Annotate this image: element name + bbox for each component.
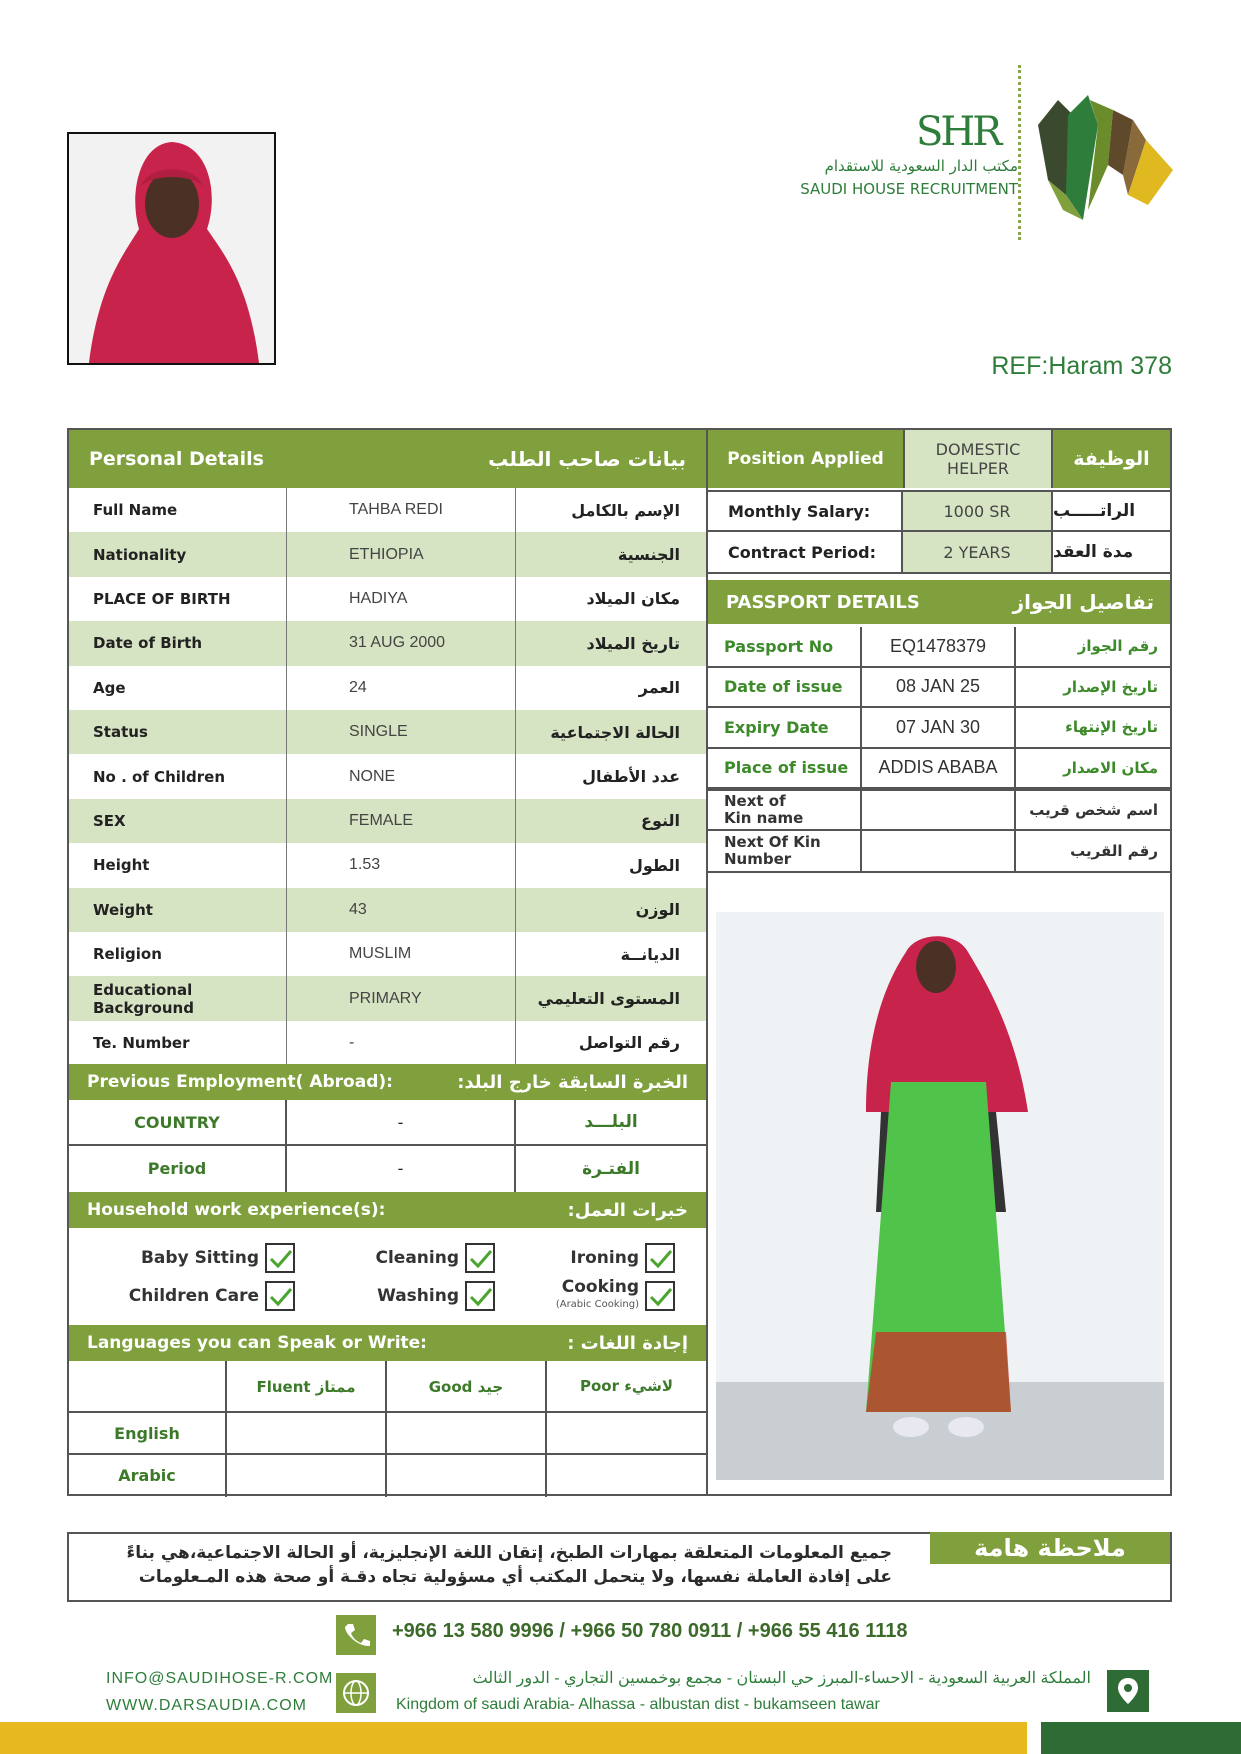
- personal-field-label: PLACE OF BIRTH: [69, 577, 287, 621]
- personal-field-arabic: تاريخ الميلاد: [586, 633, 680, 653]
- previous-employment-title-en: Previous Employment( Abroad):: [87, 1072, 393, 1092]
- language-fluent-cell[interactable]: [227, 1413, 387, 1453]
- company-logo: [790, 65, 1180, 245]
- personal-field-arabic: النوع: [641, 811, 680, 831]
- email-link[interactable]: INFO@SAUDIHOSE-R.COM: [106, 1670, 334, 1687]
- household-work-header: [69, 1192, 706, 1228]
- country-ar: البلـــد: [584, 1112, 638, 1132]
- language-good-cell[interactable]: [387, 1413, 547, 1453]
- personal-field-arabic: مكان الميلاد: [586, 589, 680, 609]
- logo-divider: [1018, 65, 1021, 240]
- household-skill: [330, 1241, 495, 1275]
- personal-details-title-en: Personal Details: [89, 448, 264, 470]
- household-skill: [100, 1279, 295, 1313]
- personal-row: [69, 577, 706, 621]
- globe-icon: [336, 1673, 376, 1713]
- personal-field-value: HADIYA: [287, 577, 516, 621]
- languages-corner-cell: [69, 1361, 227, 1411]
- checkmark-icon: [268, 1286, 294, 1308]
- household-skill: [495, 1241, 675, 1275]
- personal-row: [69, 1021, 706, 1065]
- logo-mark: SHR: [916, 109, 1000, 155]
- personal-row: [69, 932, 706, 976]
- personal-field-arabic: الإسم بالكامل: [571, 500, 680, 520]
- language-poor-cell[interactable]: [547, 1455, 706, 1497]
- skill-label-text: Baby Sitting: [140, 1247, 259, 1268]
- personal-field-arabic: الجنسية: [617, 545, 680, 565]
- footer-yellow-bar: [0, 1722, 1027, 1754]
- address-arabic: المملكة العربية السعودية - الاحساء-المبرز حي البستان - مجمع بوخمسين التجاري - الدور الثالث: [472, 1670, 1091, 1687]
- good-header: Good جيد: [387, 1361, 547, 1411]
- cooking-subtitle: (Arabic Cooking): [555, 1299, 639, 1310]
- passport-field-label: Passport No: [706, 627, 862, 666]
- personal-details-title-ar: بيانات صاحب الطلب: [488, 447, 686, 471]
- previous-employment-header: [69, 1064, 706, 1100]
- checkmark-icon: [468, 1248, 494, 1270]
- phone-icon: [336, 1615, 376, 1655]
- kin-name-ar: اسم شخص قريب: [1029, 801, 1158, 819]
- important-note-title: ملاحظة هامة: [930, 1532, 1170, 1564]
- personal-field-value: TAHBA REDI: [287, 488, 516, 532]
- personal-field-arabic: الحالة الاجتماعية: [550, 722, 680, 742]
- personal-field-value: 43: [287, 888, 516, 932]
- checkbox[interactable]: [265, 1281, 295, 1311]
- personal-field-arabic: الديانــة: [620, 944, 680, 964]
- logo-arabic-name: مكتب الدار السعودية للاستقدام: [824, 157, 1018, 175]
- passport-row: [706, 627, 1172, 668]
- footer-green-bar: [1041, 1722, 1241, 1754]
- kin-name-value: [862, 791, 1016, 829]
- checkmark-icon: [468, 1286, 494, 1308]
- passport-title-en: PASSPORT DETAILS: [726, 591, 920, 613]
- personal-row: [69, 532, 706, 576]
- position-applied-value: DOMESTIC HELPER: [903, 430, 1053, 488]
- personal-field-label: Full Name: [69, 488, 287, 532]
- skill-label: [140, 1247, 259, 1268]
- kin-number-row: [706, 831, 1172, 873]
- address-english: Kingdom of saudi Arabia- Alhassa - albustan dist - bukamseen tawar: [396, 1696, 880, 1713]
- personal-row: [69, 888, 706, 932]
- skill-label: [556, 1279, 639, 1313]
- passport-field-arabic: تاريخ الإنتهاء: [1065, 718, 1158, 737]
- skill-label-text: Cooking: [561, 1277, 639, 1297]
- language-name: English: [69, 1413, 227, 1453]
- checkmark-icon: [268, 1248, 294, 1270]
- skill-label: [377, 1285, 459, 1306]
- kin-number-value: [862, 831, 1016, 871]
- language-good-cell[interactable]: [387, 1455, 547, 1497]
- personal-field-value: SINGLE: [287, 710, 516, 754]
- personal-field-label: Age: [69, 666, 287, 710]
- period-row: [69, 1146, 706, 1192]
- kin-name-row: [706, 789, 1172, 831]
- skill-label: [128, 1285, 259, 1306]
- languages-title-en: Languages you can Speak or Write:: [87, 1333, 427, 1353]
- previous-employment-title-ar: الخبرة السابقة خارج البلد:: [457, 1071, 688, 1093]
- salary-label: Monthly Salary:: [708, 490, 903, 532]
- personal-field-value: 31 AUG 2000: [287, 621, 516, 665]
- passport-field-value: 08 JAN 25: [862, 668, 1016, 707]
- personal-field-label: SEX: [69, 799, 287, 843]
- passport-field-label: Expiry Date: [706, 708, 862, 747]
- checkmark-icon: [648, 1248, 674, 1270]
- fluent-header: Fluent ممتاز: [227, 1361, 387, 1411]
- language-name: Arabic: [69, 1455, 227, 1497]
- personal-row: [69, 843, 706, 887]
- personal-field-arabic: الطول: [629, 855, 680, 875]
- personal-field-arabic: عدد الأطفال: [582, 767, 680, 787]
- passport-field-arabic: تاريخ الإصدار: [1063, 677, 1158, 696]
- passport-row: [706, 749, 1172, 790]
- note-line-2: على إفادة العاملة نفسها، ولا يتحمل المكتب أي مسؤولية تجاه دقـة أو صحة هذه المـعلومات: [138, 1567, 892, 1587]
- personal-row: [69, 976, 706, 1020]
- applicant-portrait-photo: [67, 132, 276, 365]
- website-link[interactable]: WWW.DARSAUDIA.COM: [106, 1697, 307, 1714]
- salary-value: 1000 SR: [903, 490, 1053, 532]
- period-value: -: [287, 1146, 516, 1192]
- passport-field-arabic: رقم الجواز: [1077, 637, 1158, 656]
- personal-field-label: Height: [69, 843, 287, 887]
- contract-value: 2 YEARS: [903, 532, 1053, 574]
- reference-number: REF:Haram 378: [991, 352, 1172, 380]
- personal-field-label: Educational Background: [69, 976, 287, 1020]
- position-applied-label: Position Applied: [708, 430, 903, 488]
- passport-field-value: ADDIS ABABA: [862, 749, 1016, 788]
- personal-field-value: ETHIOPIA: [287, 532, 516, 576]
- language-fluent-cell[interactable]: [227, 1455, 387, 1497]
- personal-field-value: -: [287, 1021, 516, 1065]
- skill-label-text: Ironing: [570, 1247, 639, 1268]
- personal-field-arabic: المستوى التعليمي: [537, 989, 680, 1009]
- position-applied-ar: الوظيفة: [1053, 430, 1170, 488]
- checkbox[interactable]: [645, 1281, 675, 1311]
- checkbox[interactable]: [265, 1243, 295, 1273]
- personal-field-value: 1.53: [287, 843, 516, 887]
- household-skill: [495, 1279, 675, 1313]
- personal-field-label: Religion: [69, 932, 287, 976]
- personal-field-value: NONE: [287, 754, 516, 798]
- period-ar: الفتـرة: [582, 1159, 640, 1179]
- personal-field-value: FEMALE: [287, 799, 516, 843]
- personal-row: [69, 710, 706, 754]
- passport-field-label: Place of issue: [706, 749, 862, 788]
- household-skill: [330, 1279, 495, 1313]
- poor-header: Poor لاشيء: [580, 1377, 673, 1395]
- passport-field-value: EQ1478379: [862, 627, 1016, 666]
- saudi-map-icon: [1028, 85, 1178, 235]
- household-skill: [100, 1241, 295, 1275]
- passport-details-header: [708, 580, 1170, 624]
- kin-number-ar: رقم القريب: [1070, 842, 1158, 860]
- personal-field-value: MUSLIM: [287, 932, 516, 976]
- personal-field-arabic: الوزن: [635, 900, 680, 920]
- personal-field-arabic: العمر: [638, 678, 680, 698]
- personal-row: [69, 621, 706, 665]
- contract-label: Contract Period:: [708, 532, 903, 574]
- personal-row: [69, 666, 706, 710]
- language-poor-cell[interactable]: [547, 1413, 706, 1453]
- passport-field-label: Date of issue: [706, 668, 862, 707]
- kin-name-label: Next of Kin name: [706, 791, 862, 829]
- personal-field-arabic: رقم التواصل: [578, 1033, 680, 1053]
- phone-numbers[interactable]: +966 13 580 9996 / +966 50 780 0911 / +966 55 416 1118: [392, 1620, 908, 1642]
- personal-details-header: [69, 430, 706, 488]
- languages-header: [69, 1325, 706, 1361]
- passport-row: [706, 708, 1172, 749]
- language-row: [69, 1455, 706, 1497]
- country-label: COUNTRY: [69, 1100, 287, 1144]
- household-title-ar: خبرات العمل:: [567, 1199, 688, 1221]
- household-title-en: Household work experience(s):: [87, 1200, 386, 1220]
- period-label: Period: [69, 1146, 287, 1192]
- personal-field-label: Date of Birth: [69, 621, 287, 665]
- kin-number-label: Next Of Kin Number: [706, 831, 862, 871]
- languages-title-ar: إجادة اللغات :: [567, 1332, 688, 1354]
- languages-head-row: [69, 1361, 706, 1413]
- personal-field-value: PRIMARY: [287, 976, 516, 1020]
- checkbox[interactable]: [645, 1243, 675, 1273]
- passport-row: [706, 668, 1172, 709]
- logo-english-name: SAUDI HOUSE RECRUITMENT: [800, 180, 1018, 198]
- passport-title-ar: تفاصيل الجواز: [1012, 590, 1154, 614]
- country-row: [69, 1100, 706, 1146]
- personal-field-label: Nationality: [69, 532, 287, 576]
- skill-label: [570, 1247, 639, 1268]
- skill-label: [375, 1247, 459, 1268]
- personal-field-label: Te. Number: [69, 1021, 287, 1065]
- personal-row: [69, 488, 706, 532]
- personal-field-label: No . of Children: [69, 754, 287, 798]
- passport-field-value: 07 JAN 30: [862, 708, 1016, 747]
- checkbox[interactable]: [465, 1243, 495, 1273]
- skill-label-text: Children Care: [128, 1285, 259, 1306]
- location-pin-icon: [1107, 1670, 1149, 1712]
- checkbox[interactable]: [465, 1281, 495, 1311]
- applicant-full-body-photo: [716, 912, 1164, 1480]
- skill-label-text: Washing: [377, 1285, 459, 1306]
- passport-field-arabic: مكان الاصدار: [1063, 758, 1158, 777]
- note-line-1: جميع المعلومات المتعلقة بمهارات الطبخ، إتقان اللغة الإنجليزية، أو الحالة الاجتماعية،هي بناءً: [126, 1543, 892, 1563]
- personal-row: [69, 799, 706, 843]
- contract-ar: مدة العقد: [1053, 532, 1170, 574]
- skill-label-text: Cleaning: [375, 1247, 459, 1268]
- language-row: [69, 1413, 706, 1455]
- country-value: -: [287, 1100, 516, 1144]
- personal-field-label: Status: [69, 710, 287, 754]
- checkmark-icon: [648, 1286, 674, 1308]
- personal-field-label: Weight: [69, 888, 287, 932]
- personal-row: [69, 754, 706, 798]
- personal-field-value: 24: [287, 666, 516, 710]
- salary-ar: الراتـــــب: [1053, 490, 1170, 532]
